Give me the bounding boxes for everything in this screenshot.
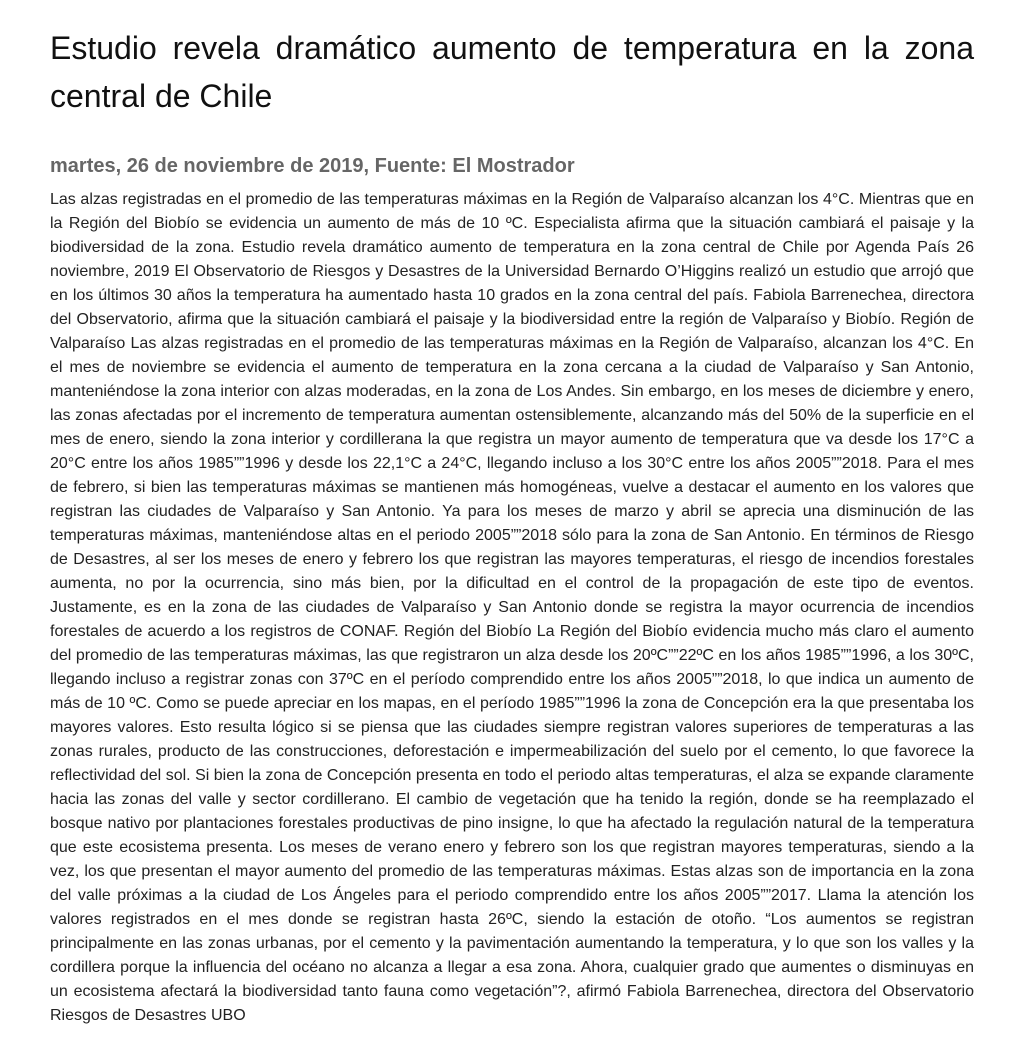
article (50, 24, 974, 1028)
article-title: Estudio revela dramático aumento de temperatura en la zona central de Chile (50, 30, 974, 114)
article-body: Las alzas registradas en el promedio de las temperaturas máximas en la Región de Valparaíso alcanzan los 4°C. Mientras que en la Región del Biobío se evidencia un aumento de más de 10 ºC. Especialista afirma que la situación cambiará el paisaje y la biodiversidad de la zona. Estudio revela dramático aumento de temperatura en la zona central de Chile por Agenda País 26 noviembre, 2019 El Observatorio de Riesgos y Desastres de la Universidad Bernardo O’Higgins realizó un estudio que arrojó que en los últimos 30 años la temperatura ha aumentado hasta 10 grados en la zona central del país. Fabiola Barrenechea, directora del Observatorio, afirma que la situación cambiará el paisaje y la biodiversidad entre la región de Valparaíso y Biobío. Región de Valparaíso Las alzas registradas en el promedio de las temperaturas máximas en la Región de Valparaíso, alcanzan los 4°C. En el mes de noviembre se evidencia el aumento de temperatura en la zona cercana a la ciudad de Valparaíso y San Antonio, manteniéndose la zona interior con alzas moderadas, en la zona de Los Andes. Sin embargo, en los meses de diciembre y enero, las zonas afectadas por el incremento de temperatura aumentan ostensiblemente, alcanzando más del 50% de la superficie en el mes de enero, siendo la zona interior y cordillerana la que registra un mayor aumento de temperatura que va desde los 17°C a 20°C entre los años 1985””1996 y desde los 22,1°C a 24°C, llegando incluso a los 30°C entre los años 2005””2018. Para el mes de febrero, si bien las temperaturas máximas se mantienen más homogéneas, vuelve a destacar el aumento en los valores que registran las ciudades de Valparaíso y San Antonio. Ya para los meses de marzo y abril se aprecia una disminución de las temperaturas máximas, manteniéndose altas en el periodo 2005””2018 sólo para la zona de San Antonio. En términos de Riesgo de Desastres, al ser los meses de enero y febrero los que registran las mayores temperaturas, el riesgo de incendios forestales aumenta, no por la ocurrencia, sino más bien, por la dificultad en el control de la propagación de este tipo de eventos. Justamente, es en la zona de las ciudades de Valparaíso y San Antonio donde se registra la mayor ocurrencia de incendios forestales de acuerdo a los registros de CONAF. Región del Biobío La Región del Biobío evidencia mucho más claro el aumento del promedio de las temperaturas máximas, las que registraron un alza desde los 20ºC””22ºC en los años 1985””1996, a los 30ºC, llegando incluso a registrar zonas con 37ºC en el período comprendido entre los años 2005””2018, lo que indica un aumento de más de 10 ºC. Como se puede apreciar en los mapas, en el período 1985””1996 la zona de Concepción era la que presentaba los mayores valores. Esto resulta lógico si se piensa que las ciudades siempre registran valores superiores de temperaturas a las zonas rurales, producto de las construcciones, deforestación e impermeabilización del suelo por el cemento, lo que favorece la reflectividad del sol. Si bien la zona de Concepción presenta en todo el periodo altas temperaturas, el alza se expande claramente hacia las zonas del valle y sector cordillerano. El cambio de vegetación que ha tenido la región, donde se ha reemplazado el bosque nativo por plantaciones forestales productivas de pino insigne, lo que ha afectado la regulación natural de la temperatura que este ecosistema presenta. Los meses de verano enero y febrero son los que registran mayores temperaturas, siendo a la vez, los que presentan el mayor aumento del promedio de las temperaturas máximas. Estas alzas son de importancia en la zona del valle próximas a la ciudad de Los Ángeles para el periodo comprendido entre los años 2005””2017. Llama la atención los valores registrados en el mes donde se registran hasta 26ºC, siendo la estación de otoño. “Los aumentos se registran principalmente en las zonas urbanas, por el cemento y la pavimentación aumentando la temperatura, y lo que son los valles y la cordillera porque la influencia del océano no alcanza a llegar a esa zona. Ahora, cualquier grado que aumentes o disminuyas en un ecosistema afectará la biodiversidad tanto fauna como vegetación”?, afirmó Fabiola Barrenechea, directora del Observatorio Riesgos de Desastres UBO (50, 191, 974, 1024)
article-meta: martes, 26 de noviembre de 2019, Fuente: El Mostrador (50, 155, 575, 177)
